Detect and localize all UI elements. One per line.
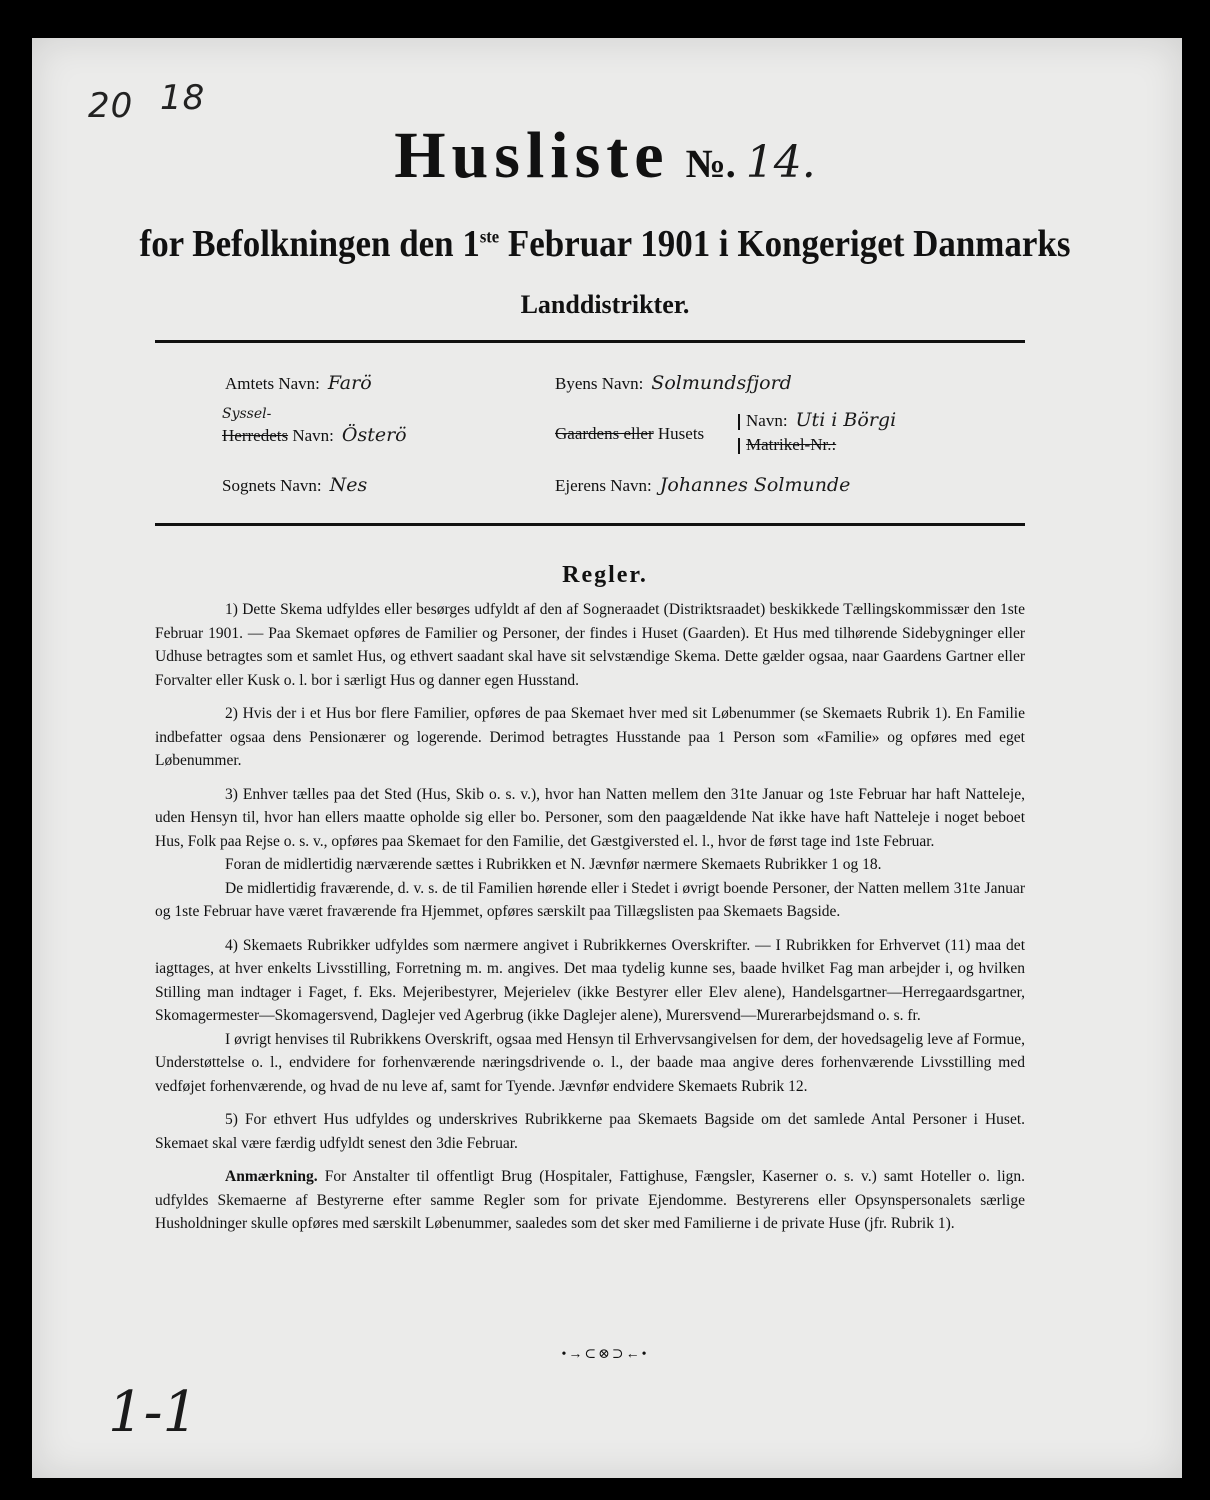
rule-3-note-n: Foran de midlertidig nærværende sættes i Rubrikken et N. Jævnfør nærmere Skemaets Rubrikker 1 og 18. — [225, 856, 882, 873]
bracket-bar — [738, 414, 740, 430]
herred-struck: Herredets — [222, 426, 289, 445]
page-title: Husliste — [394, 119, 670, 192]
rule-4-continued: I øvrigt henvises til Rubrikkens Overskrift, ogsaa med Hensyn til Erhvervsangivelsen for dem, der hovedsagelig leve af Formue, Understøttelse o. l., endvidere for forhenværende næringsdrivende o. l., der baade maa angive deres forhenværende Livsstilling med vedføjet forhenværende, og hvad de nu leve af, samt for Tyende. Jævnfør endvidere Skemaets Rubrik 12. — [155, 1030, 1025, 1095]
navn-label: Navn: — [746, 411, 788, 430]
subtitle — [48, 222, 1161, 266]
rule-5: 5) For ethvert Hus udfyldes og underskrives Rubrikkerne paa Skemaets Bagside om det samlede Antal Personer i Huset. Skemaet skal være færdig udfyldt senest den 3die Februar. — [155, 1111, 1025, 1152]
rule-1: 1) Dette Skema udfyldes eller besørges udfyldt af den af Sogneraadet (Distriktsraadet) beskikkede Tællingskommissær den 1ste Februar 1901. — Paa Skemaet opføres de Familier og Personer, der findes i Huset (Gaarden). Et Hus med tilhørende Sidebygninger eller Udhuse betragtes som et samlet Hus, og ethvert saadant skal have sit selvstændige Skema. Dette gælder ogsaa, naar Gaardens Gartner eller Forvalter eller Kusk o. l. bor i særligt Hus og danner egen Husstand. — [155, 601, 1025, 689]
ejer-value: Johannes Solmunde — [659, 474, 851, 496]
field-herred — [222, 424, 407, 446]
field-husets-navn — [738, 409, 896, 431]
archive-number-18: 18 — [160, 78, 206, 118]
subtitle-sup: ste — [479, 226, 500, 247]
rule-2: 2) Hvis der i et Hus bor flere Familier, opføres de paa Skemaet hver med sit Løbenummer (se Skemaets Rubrik 1). En Familie indbefatter ogsaa dens Pensionærer og logerende. Derimod betragtes Husstande paa 1 Person som «Familie» og opføres med eget Løbenummer. — [155, 705, 1025, 769]
herred-label: Navn: — [288, 426, 334, 445]
by-label: Byens Navn: — [555, 374, 644, 393]
field-by — [555, 372, 792, 394]
by-value: Solmundsfjord — [651, 372, 792, 394]
annotation-label: Anmærkning. — [225, 1168, 318, 1185]
sogn-label: Sognets Navn: — [222, 476, 322, 495]
annotation-text: For Anstalter til offentligt Brug (Hospitaler, Fattighuse, Fængsler, Kaserner o. s. v.) samt Hoteller o. lign. udfyldes Skemaerne af Bestyrerne efter samme Regler som for private Ejendomme. Bestyrerens eller Opsynspersonalets særlige Husholdninger skulle opføres med særskilt Løbenummer, saaledes som det sker med Familierne i de private Huse (jfr. Rubrik 1). — [155, 1168, 1025, 1232]
bracket-bar — [738, 438, 740, 454]
archive-number-20: 20 — [88, 86, 134, 126]
field-matrikel — [738, 435, 836, 455]
district-type: Landdistrikter. — [520, 290, 690, 319]
amt-value: Farö — [327, 372, 372, 394]
herred-value: Österö — [341, 424, 407, 446]
divider-top — [155, 340, 1025, 343]
herred-correction: Syssel- — [222, 406, 272, 422]
annotation — [155, 1165, 1025, 1236]
title-row — [0, 118, 1210, 194]
list-number: 14. — [745, 137, 816, 188]
rules-body — [155, 598, 1025, 1236]
navn-value: Uti i Börgi — [795, 409, 897, 431]
rule-3-absent: De midlertidig fraværende, d. v. s. de til Familien hørende eller i Stedet i øvrigt boende Personer, der Natten mellem 31te Januar og 1ste Februar have været fraværende fra Hjemmet, opføres særskilt paa Tillægslisten paa Skemaets Bagside. — [155, 879, 1025, 920]
subtitle-part-b: Februar 1901 i Kongeriget Danmarks — [499, 223, 1071, 265]
bottom-handwritten-mark: 1-1 — [108, 1380, 199, 1445]
sogn-value: Nes — [329, 474, 368, 496]
field-amt — [225, 372, 372, 394]
rules-heading: Regler. — [562, 562, 648, 588]
field-ejer — [555, 474, 850, 496]
gaard-struck: Gaardens eller — [555, 424, 654, 443]
number-label: №. — [685, 141, 736, 186]
ejer-label: Ejerens Navn: — [555, 476, 652, 495]
divider-bottom — [155, 523, 1025, 526]
rule-4: 4) Skemaets Rubrikker udfyldes som nærmere angivet i Rubrikkernes Overskrifter. — I Rubrikken for Erhvervet (11) maa det iagttages, at hver enkelts Livsstilling, Forretning m. m. angives. Det maa tydelig kunne ses, baade hvilket Fag man arbejder i, og hvilken Stilling man indtager i Faget, f. Eks. Mejeribestyrer, Mejerielev (ikke Bestyrer eller Elev alene), Handelsgartner—Herregaardsgartner, Skomagermester—Skomagersvend, Daglejer ved Agerbrug (ikke Daglejer alene), Murersvend—Murerarbejdsmand o. s. fr. — [155, 936, 1025, 1024]
ornament-divider: •→⊂⊗⊃←• — [561, 1347, 649, 1362]
gaard-label: Husets — [653, 424, 705, 443]
rule-3: 3) Enhver tælles paa det Sted (Hus, Skib o. s. v.), hvor han Natten mellem den 31te Januar og 1ste Februar har haft Natteleje, uden Hensyn til, hvor han ellers maatte opholde sig eller bo. Personer, som den paagældende Nat ikke have haft Natteleje i noget beboet Hus, Folk paa Rejse o. s. v., opføres paa Skemaet for den Familie, det Gæstgiversted el. l., hvor de først tage ind 1ste Februar. — [155, 785, 1025, 850]
matrikel-label: Matrikel-Nr.: — [746, 435, 837, 454]
field-sogn — [222, 474, 367, 496]
field-gaard — [555, 424, 704, 444]
subtitle-part-a: for Befolkningen den 1 — [139, 223, 480, 265]
amt-label: Amtets Navn: — [225, 374, 320, 393]
